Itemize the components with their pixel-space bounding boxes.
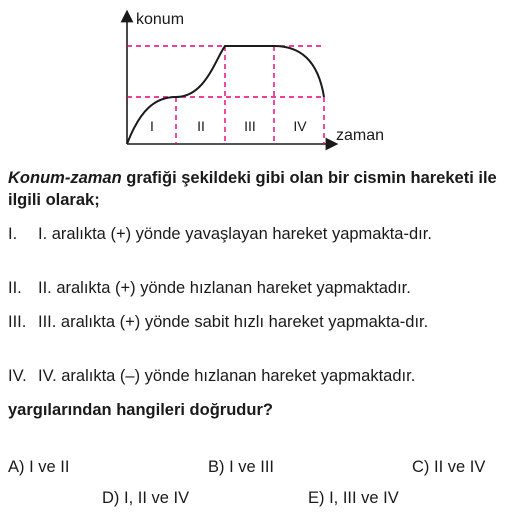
statement-text: II. aralıkta (+) yönde hızlanan hareket yapmaktadır. <box>38 279 411 297</box>
y-axis-label: konum <box>136 11 185 28</box>
statement-number: IV. <box>8 367 27 385</box>
statement-number: III. <box>8 313 27 331</box>
statement-1 <box>8 223 508 245</box>
region-label-1: I <box>150 118 154 134</box>
choice-e[interactable]: E) I, III ve IV <box>308 489 399 507</box>
choice-d[interactable]: D) I, II ve IV <box>102 489 190 507</box>
statement-text: IV. aralıkta (–) yönde hızlanan hareket yapmaktadır. <box>38 367 416 385</box>
position-time-graph <box>0 0 514 160</box>
statement-text: I. aralıkta (+) yönde yavaşlayan hareket yapmakta-dır. <box>38 225 432 243</box>
region-label-4: IV <box>293 118 307 134</box>
statement-4 <box>8 365 508 387</box>
statement-2 <box>8 277 508 299</box>
statement-number: I. <box>8 225 18 243</box>
choice-b[interactable]: B) I ve III <box>208 458 275 476</box>
statement-text: III. aralıkta (+) yönde sabit hızlı hareket yapmakta-dır. <box>38 313 429 331</box>
question-intro <box>8 167 508 211</box>
question-intro-text: grafiği şekildeki gibi olan bir cismin hareketi ile ilgili olarak; <box>8 169 497 209</box>
question-closing: yargılarından hangileri doğrudur? <box>8 401 273 419</box>
statement-number: II. <box>8 279 22 297</box>
choice-a[interactable]: A) I ve II <box>8 458 70 476</box>
statement-3 <box>8 311 508 333</box>
question-intro-emphasis: Konum-zaman <box>8 169 122 187</box>
region-label-2: II <box>197 118 205 134</box>
choice-c[interactable]: C) II ve IV <box>412 458 486 476</box>
x-axis-label: zaman <box>336 127 385 144</box>
region-label-3: III <box>244 118 256 134</box>
